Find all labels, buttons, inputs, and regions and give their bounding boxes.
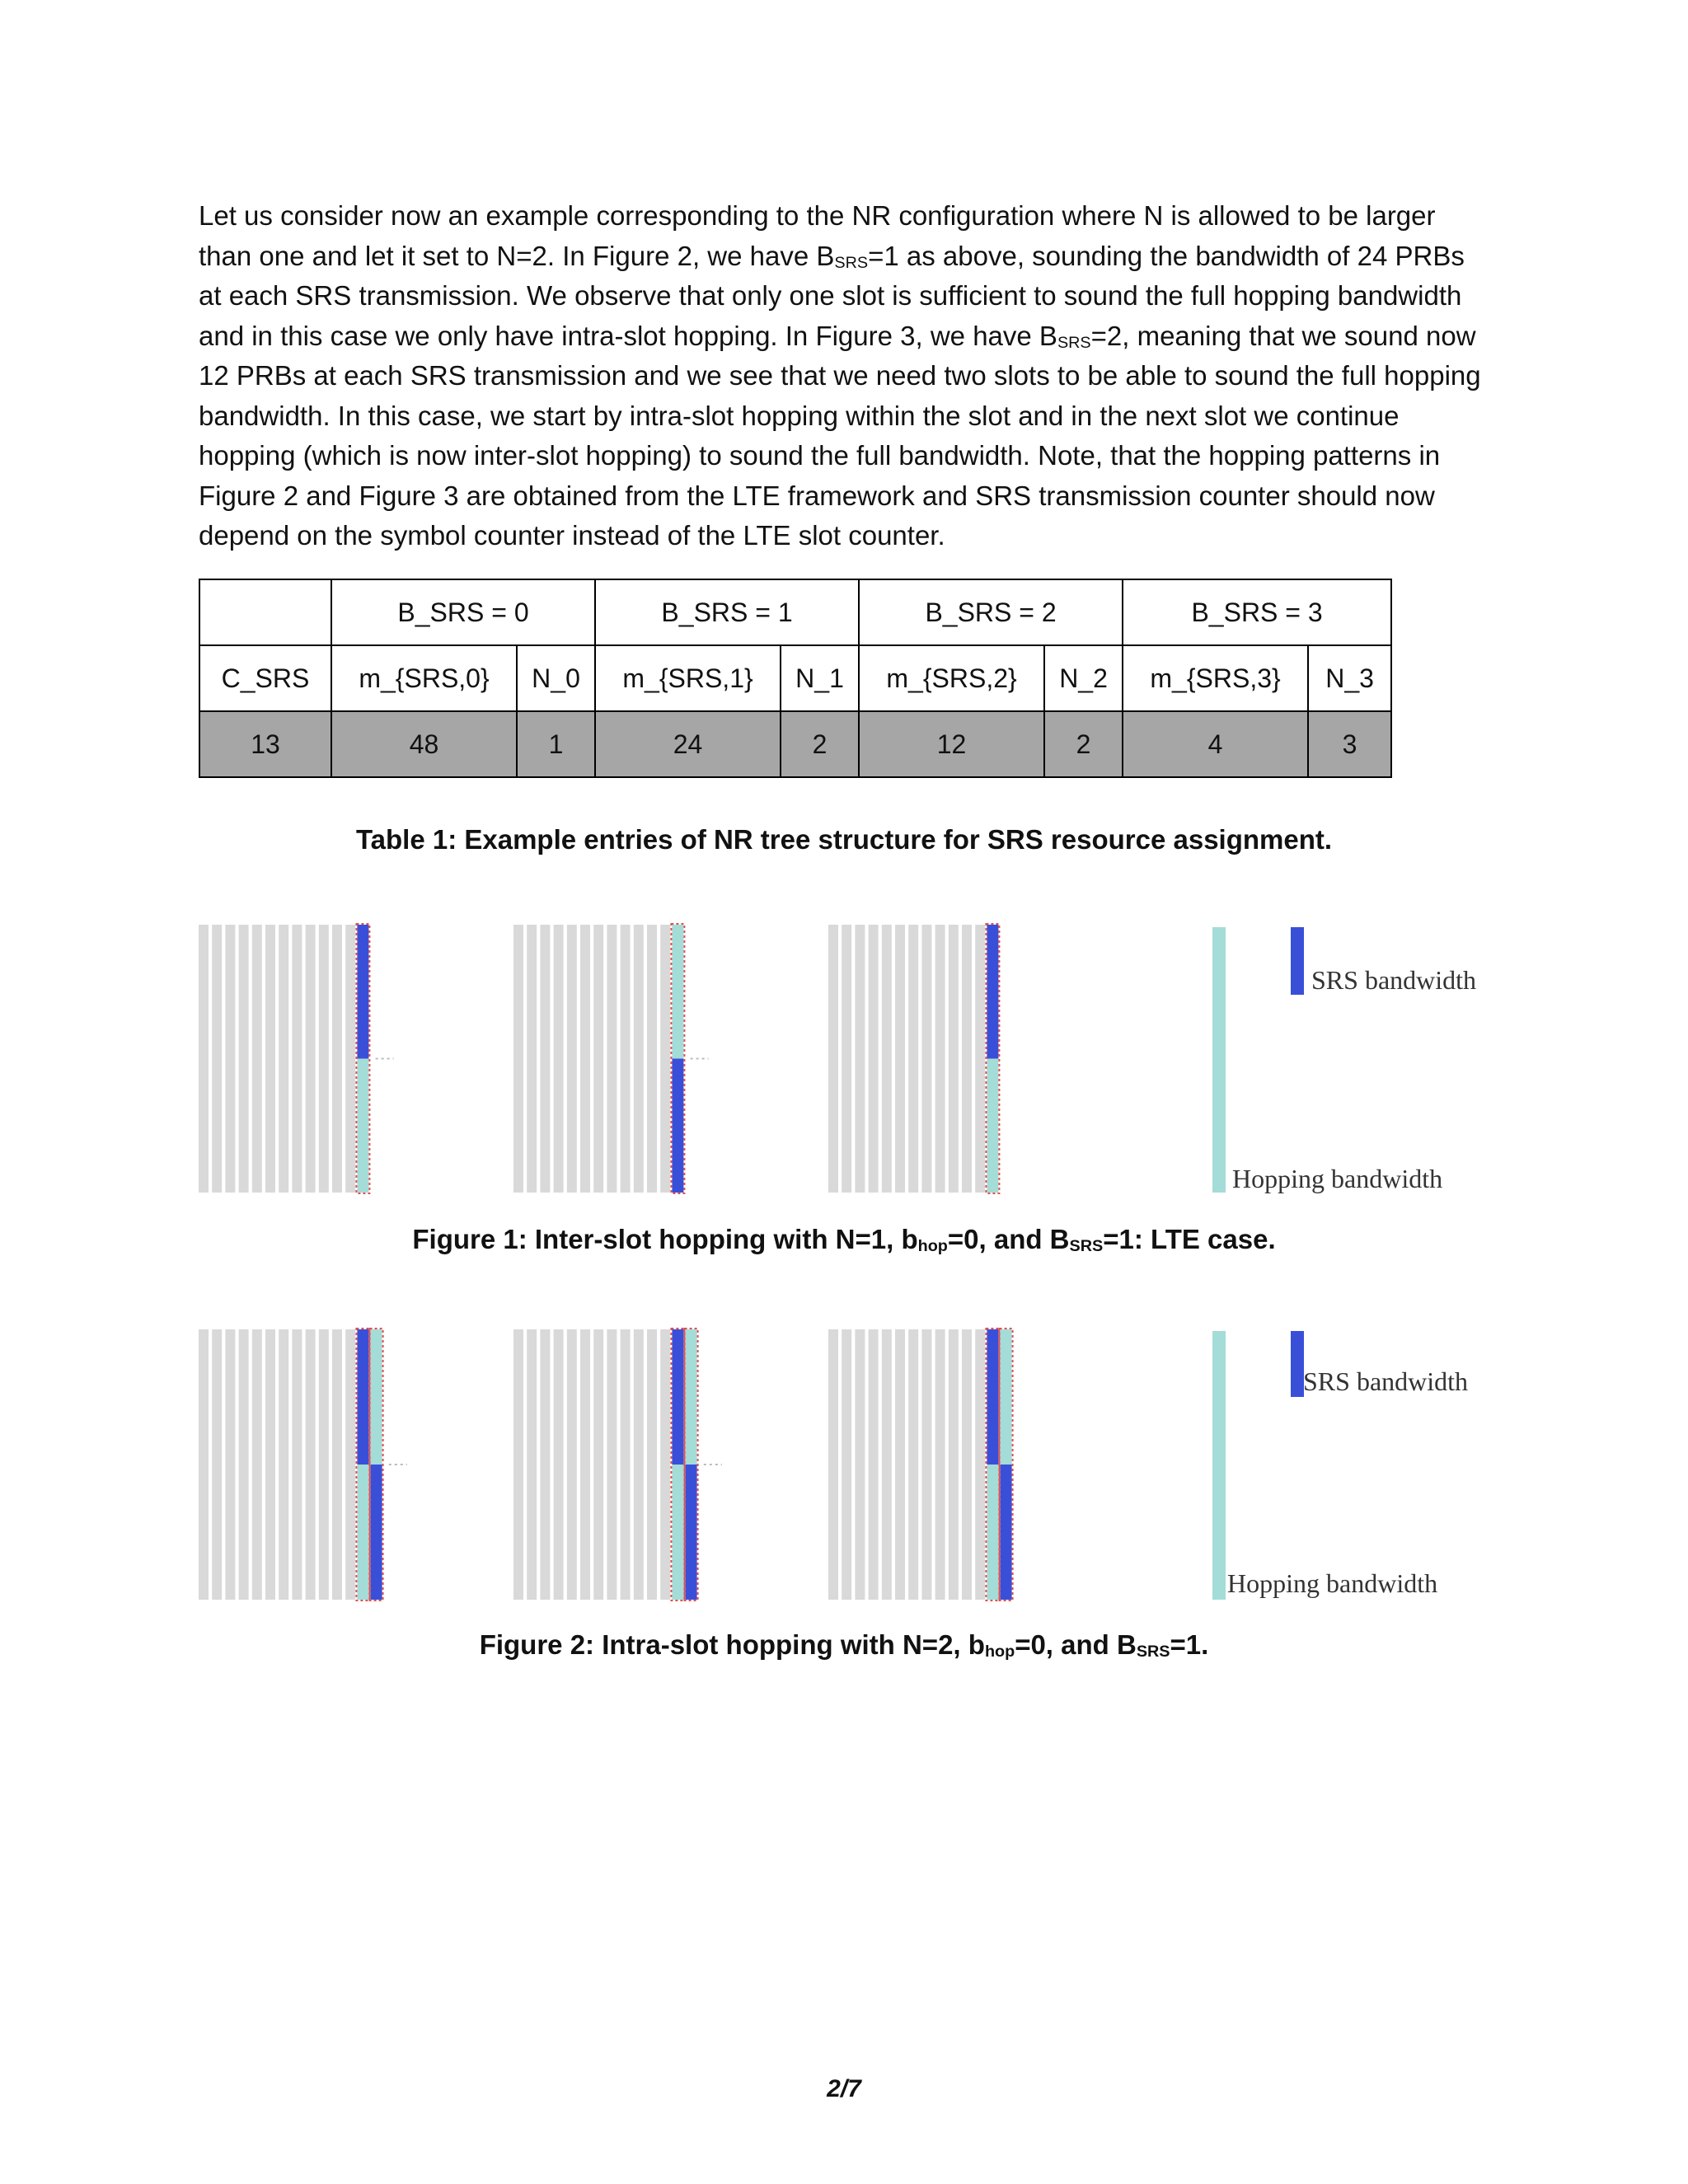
symbol-column	[828, 925, 838, 1193]
hopping-block	[987, 1059, 998, 1193]
symbol-column	[527, 1329, 537, 1600]
table-group-row	[199, 579, 1391, 645]
symbol-column	[199, 925, 209, 1193]
figure-2-diagram	[199, 1315, 1493, 1611]
symbol-column	[292, 925, 302, 1193]
symbol-column	[212, 1329, 222, 1600]
srs-block	[686, 1465, 697, 1600]
table-group-header: B_SRS = 3	[1123, 579, 1391, 645]
symbol-column	[580, 925, 590, 1193]
hopping-block	[357, 1465, 368, 1600]
symbol-column	[842, 925, 851, 1193]
symbol-column	[895, 1329, 905, 1600]
table-cell: 12	[859, 711, 1044, 777]
table-cell: 2	[781, 711, 859, 777]
table-cell: 1	[517, 711, 595, 777]
figure-1-caption: Figure 1: Inter-slot hopping with N=1, $b_{hop}=0$, and $B_{SRS}=1$: LTE case.	[412, 1224, 1276, 1255]
srs-block	[672, 1059, 683, 1193]
symbol-column	[265, 1329, 275, 1600]
symbol-column	[962, 925, 972, 1193]
symbol-column	[869, 1329, 879, 1600]
legend-hopping-label: Hopping bandwidth	[1232, 1164, 1443, 1193]
table-cell: 13	[199, 711, 331, 777]
symbol-column	[306, 1329, 316, 1600]
symbol-column	[345, 1329, 355, 1600]
symbol-column	[634, 925, 644, 1193]
symbol-column	[949, 1329, 959, 1600]
symbol-column	[332, 1329, 342, 1600]
table-group-header: B_SRS = 2	[859, 579, 1123, 645]
hopping-block	[371, 1329, 382, 1465]
symbol-column	[882, 925, 892, 1193]
symbol-column	[513, 925, 523, 1193]
symbol-column	[513, 1329, 523, 1600]
table-header-cell: N_3	[1308, 645, 1391, 711]
legend-srs-bar	[1291, 1331, 1304, 1397]
symbol-column	[908, 925, 918, 1193]
table-header-cell: N_0	[517, 645, 595, 711]
symbol-column	[319, 1329, 329, 1600]
figure-1-diagram	[199, 907, 1493, 1203]
table-header-cell: m_{SRS,3}	[1123, 645, 1308, 711]
symbol-column	[949, 925, 959, 1193]
symbol-column	[908, 1329, 918, 1600]
symbol-column	[921, 1329, 931, 1600]
hopping-block	[1001, 1329, 1012, 1465]
symbol-column	[828, 1329, 838, 1600]
table-cell: 3	[1308, 711, 1391, 777]
symbol-column	[621, 1329, 631, 1600]
symbol-column	[607, 925, 617, 1193]
figure-2-caption: Figure 2: Intra-slot hopping with N=2, $b_{hop}=0$, and $B_{SRS}=1$.	[479, 1629, 1209, 1661]
symbol-column	[279, 1329, 288, 1600]
hopping-block	[672, 1465, 683, 1600]
symbol-column	[554, 925, 564, 1193]
srs-block	[357, 925, 368, 1059]
symbol-column	[869, 925, 879, 1193]
symbol-column	[252, 1329, 262, 1600]
symbol-column	[225, 1329, 235, 1600]
slot-grid	[199, 1329, 1013, 1601]
symbol-column	[252, 925, 262, 1193]
figure-1	[199, 907, 1493, 1203]
legend-hopping-bar	[1212, 927, 1226, 1193]
symbol-column	[895, 925, 905, 1193]
symbol-column	[975, 925, 985, 1193]
symbol-column	[593, 1329, 603, 1600]
symbol-column	[567, 925, 577, 1193]
table-cell: 48	[331, 711, 517, 777]
symbol-column	[921, 925, 931, 1193]
table-header-cell: N_1	[781, 645, 859, 711]
table-cell: 24	[595, 711, 781, 777]
srs-block	[371, 1465, 382, 1600]
page-number: 2/7	[827, 2075, 861, 2102]
legend-srs-bar	[1291, 927, 1304, 995]
table-caption: Table 1: Example entries of NR tree structure for SRS resource assignment.	[355, 824, 1333, 855]
body-paragraph: Let us consider now an example corresponding to the NR configuration where N is allowed to be larger than one and let it set to N=2. In Figure 2, we have $B_{SRS}=1$ as above, sounding the bandwidth of 24 PRBs at each SRS transmission. We observe that only one slot is sufficient to sound the full hopping bandwidth and in this case we only have intra-slot hopping. In Figure 3, we have $B_{SRS}=2$, meaning that we sound now 12 PRBs at each SRS transmission and we see that we need two slots to be able to sound the full hopping bandwidth. In this case, we start by intra-slot hopping within the slot and in the next slot we continue hopping (which is now inter-slot hopping) to sound the full bandwidth. Note, that the hopping patterns in Figure 2 and Figure 3 are obtained from the LTE framework and SRS transmission counter should now depend on the symbol counter instead of the LTE slot counter.	[199, 200, 1481, 551]
symbol-column	[212, 925, 222, 1193]
symbol-column	[935, 925, 945, 1193]
symbol-column	[319, 925, 329, 1193]
srs-block	[987, 925, 998, 1059]
symbol-column	[660, 925, 670, 1193]
table-header-cell: m_{SRS,2}	[859, 645, 1044, 711]
symbol-column	[855, 1329, 865, 1600]
table-header-cell: m_{SRS,1}	[595, 645, 781, 711]
table-group-header: B_SRS = 0	[331, 579, 595, 645]
symbol-column	[935, 1329, 945, 1600]
hopping-block	[672, 925, 683, 1059]
legend-hopping-label: Hopping bandwidth	[1227, 1568, 1438, 1598]
symbol-column	[882, 1329, 892, 1600]
slot-grid	[199, 924, 999, 1193]
symbol-column	[660, 1329, 670, 1600]
figure-2	[199, 1315, 1493, 1611]
table-header-cell: m_{SRS,0}	[331, 645, 517, 711]
symbol-column	[647, 925, 657, 1193]
symbol-column	[554, 1329, 564, 1600]
symbol-column	[527, 925, 537, 1193]
table-header-row	[199, 645, 1391, 711]
hopping-block	[357, 1059, 368, 1193]
symbol-column	[292, 1329, 302, 1600]
symbol-column	[607, 1329, 617, 1600]
symbol-column	[540, 1329, 550, 1600]
table-cell: 4	[1123, 711, 1308, 777]
symbol-column	[855, 925, 865, 1193]
symbol-column	[345, 925, 355, 1193]
hopping-block	[987, 1465, 998, 1600]
srs-block	[1001, 1465, 1012, 1600]
symbol-column	[306, 925, 316, 1193]
symbol-column	[593, 925, 603, 1193]
legend-srs-label: SRS bandwidth	[1311, 965, 1477, 995]
table-header-cell: C_SRS	[199, 645, 331, 711]
srs-block	[672, 1329, 683, 1465]
symbol-column	[962, 1329, 972, 1600]
symbol-column	[239, 1329, 249, 1600]
symbol-column	[239, 925, 249, 1193]
srs-block	[357, 1329, 368, 1465]
table-group-header: B_SRS = 1	[595, 579, 859, 645]
symbol-column	[279, 925, 288, 1193]
table-corner-cell	[199, 579, 331, 645]
symbol-column	[199, 1329, 209, 1600]
symbol-column	[842, 1329, 851, 1600]
legend-hopping-bar	[1212, 1331, 1226, 1600]
legend-srs-label: SRS bandwidth	[1303, 1366, 1469, 1396]
symbol-column	[634, 1329, 644, 1600]
srs-tree-table	[199, 579, 1392, 778]
table-header-cell: N_2	[1044, 645, 1123, 711]
table-row	[199, 711, 1391, 777]
hopping-block	[686, 1329, 697, 1465]
symbol-column	[975, 1329, 985, 1600]
srs-block	[987, 1329, 998, 1465]
table-cell: 2	[1044, 711, 1123, 777]
symbol-column	[621, 925, 631, 1193]
symbol-column	[567, 1329, 577, 1600]
symbol-column	[540, 925, 550, 1193]
symbol-column	[580, 1329, 590, 1600]
symbol-column	[332, 925, 342, 1193]
symbol-column	[225, 925, 235, 1193]
symbol-column	[265, 925, 275, 1193]
symbol-column	[647, 1329, 657, 1600]
